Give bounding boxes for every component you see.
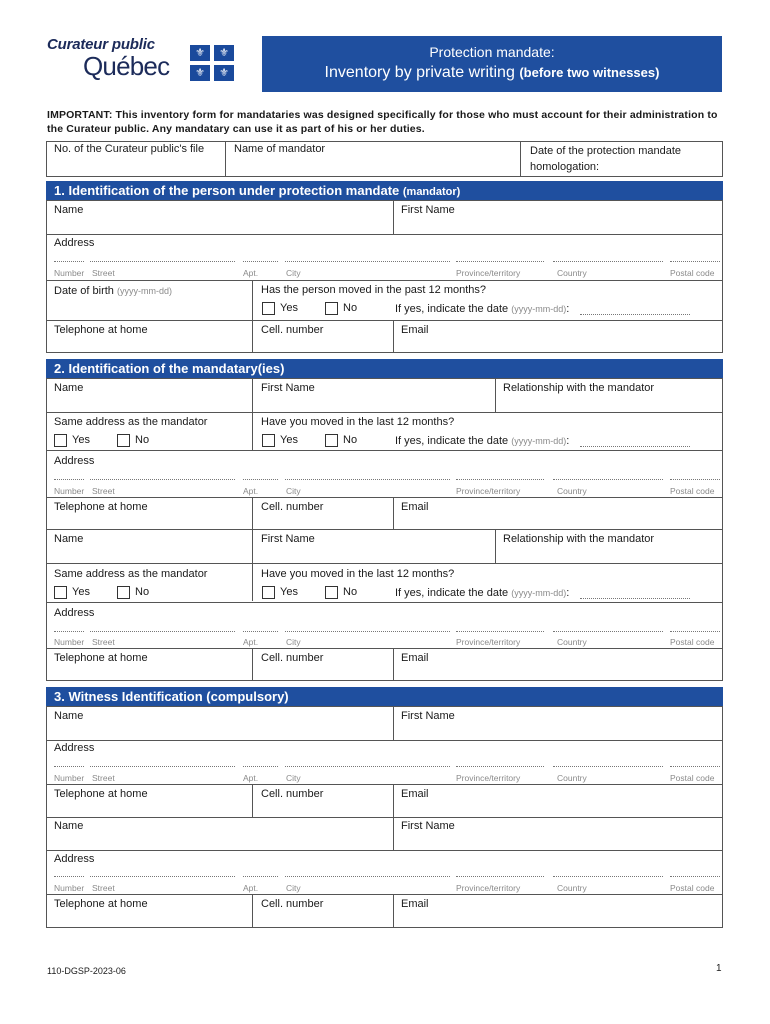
mandator-address-label[interactable]: Address [54,237,95,249]
mandatary-1-address-label[interactable]: Address [54,455,95,467]
witness-2-name-field[interactable]: Name [54,820,84,832]
section-3-header: 3. Witness Identification (compulsory) [46,687,723,706]
logo-quebec: Québec [83,51,170,81]
mandatary-1-moved-date-field[interactable]: If yes, indicate the date (yyyy-mm-dd): [395,435,570,447]
witness-2-telephone-field[interactable]: Telephone at home [54,898,148,910]
mandatary-2-cell-field[interactable]: Cell. number [261,652,324,664]
mandatary-2-moved-no-checkbox[interactable] [325,586,338,599]
witness-1-name-field[interactable]: Name [54,710,84,722]
mandatary-2-same-address-yes-checkbox[interactable] [54,586,67,599]
form-title-line1: Protection mandate: [429,44,555,60]
witness-1-first-name-field[interactable]: First Name [401,710,455,722]
person-moved-question: Has the person moved in the past 12 months? [261,284,487,296]
mandatary-2-moved-question: Have you moved in the last 12 months? [261,568,455,580]
mandator-name-label: Name of mandator [234,143,326,155]
form-code: 110-DGSP-2023-06 [47,966,126,976]
mandatary-1-moved-yes-checkbox[interactable] [262,434,275,447]
witness-1-telephone-field[interactable]: Telephone at home [54,788,148,800]
mandatary-2-first-name-field[interactable]: First Name [261,533,315,545]
form-title-line2: Inventory by private writing (before two witnesses) [324,64,660,81]
mandator-telephone-field[interactable]: Telephone at home [54,324,148,336]
mandatary-2-same-address-question: Same address as the mandator [54,568,208,580]
witness-1-cell-field[interactable]: Cell. number [261,788,324,800]
witness-2-email-field[interactable]: Email [401,898,429,910]
witness-2-first-name-field[interactable]: First Name [401,820,455,832]
important-notice: IMPORTANT: This inventory form for mandataries was designed specifically for those who must account for their administration to the Curateur public. Any mandatary can use it as part of his or her duties. [47,109,718,135]
mandatary-1-moved-question: Have you moved in the last 12 months? [261,416,455,428]
mandatary-1-first-name-field[interactable]: First Name [261,382,315,394]
file-number-label: No. of the Curateur public's file [54,143,205,155]
form-title-banner [262,36,722,92]
mandatary-1-same-address-yes-checkbox[interactable] [54,434,67,447]
mandatary-2-telephone-field[interactable]: Telephone at home [54,652,148,664]
mandatary-1-moved-no-checkbox[interactable] [325,434,338,447]
mandator-email-field[interactable]: Email [401,324,429,336]
witness-2-cell-field[interactable]: Cell. number [261,898,324,910]
witness-2-address-label[interactable]: Address [54,853,95,865]
witness-1-email-field[interactable]: Email [401,788,429,800]
person-moved-no-checkbox[interactable] [325,302,338,315]
mandatary-1-name-field[interactable]: Name [54,382,84,394]
mandatary-1-email-field[interactable]: Email [401,501,429,513]
mandatary-2-relationship-field[interactable]: Relationship with the mandator [503,533,655,545]
mandatary-2-address-label[interactable]: Address [54,607,95,619]
witness-2-form [46,817,723,928]
homologation-date-label: Date of the protection mandate homologation: [530,145,682,173]
mandatary-1-cell-field[interactable]: Cell. number [261,501,324,513]
witness-1-address-label[interactable]: Address [54,742,95,754]
mandatary-2-moved-date-field[interactable]: If yes, indicate the date (yyyy-mm-dd): [395,587,570,599]
mandatary-2-name-field[interactable]: Name [54,533,84,545]
section-1-header: 1. Identification of the person under protection mandate (mandator) [46,181,723,200]
mandatary-1-same-address-question: Same address as the mandator [54,416,208,428]
person-moved-yes-checkbox[interactable] [262,302,275,315]
mandatary-1-relationship-field[interactable]: Relationship with the mandator [503,382,655,394]
mandatary-1-telephone-field[interactable]: Telephone at home [54,501,148,513]
witness-1-form [46,706,723,818]
date-of-birth-field[interactable]: Date of birth (yyyy-mm-dd) [54,285,172,297]
mandatary-2-same-address-no-checkbox[interactable] [117,586,130,599]
mandatary-1-same-address-no-checkbox[interactable] [117,434,130,447]
quebec-flag-icon: ⚜ ⚜ ⚜ ⚜ [190,45,234,81]
mandatary-2-moved-yes-checkbox[interactable] [262,586,275,599]
section-2-header: 2. Identification of the mandatary(ies) [46,359,723,378]
mandator-first-name-field[interactable]: First Name [401,204,455,216]
person-moved-date-field[interactable]: If yes, indicate the date (yyyy-mm-dd): [395,303,570,315]
page-number: 1 [716,963,722,974]
mandator-cell-field[interactable]: Cell. number [261,324,324,336]
mandatary-2-email-field[interactable]: Email [401,652,429,664]
mandator-name-field[interactable]: Name [54,204,84,216]
logo-curateur-public: Curateur public [47,36,155,53]
